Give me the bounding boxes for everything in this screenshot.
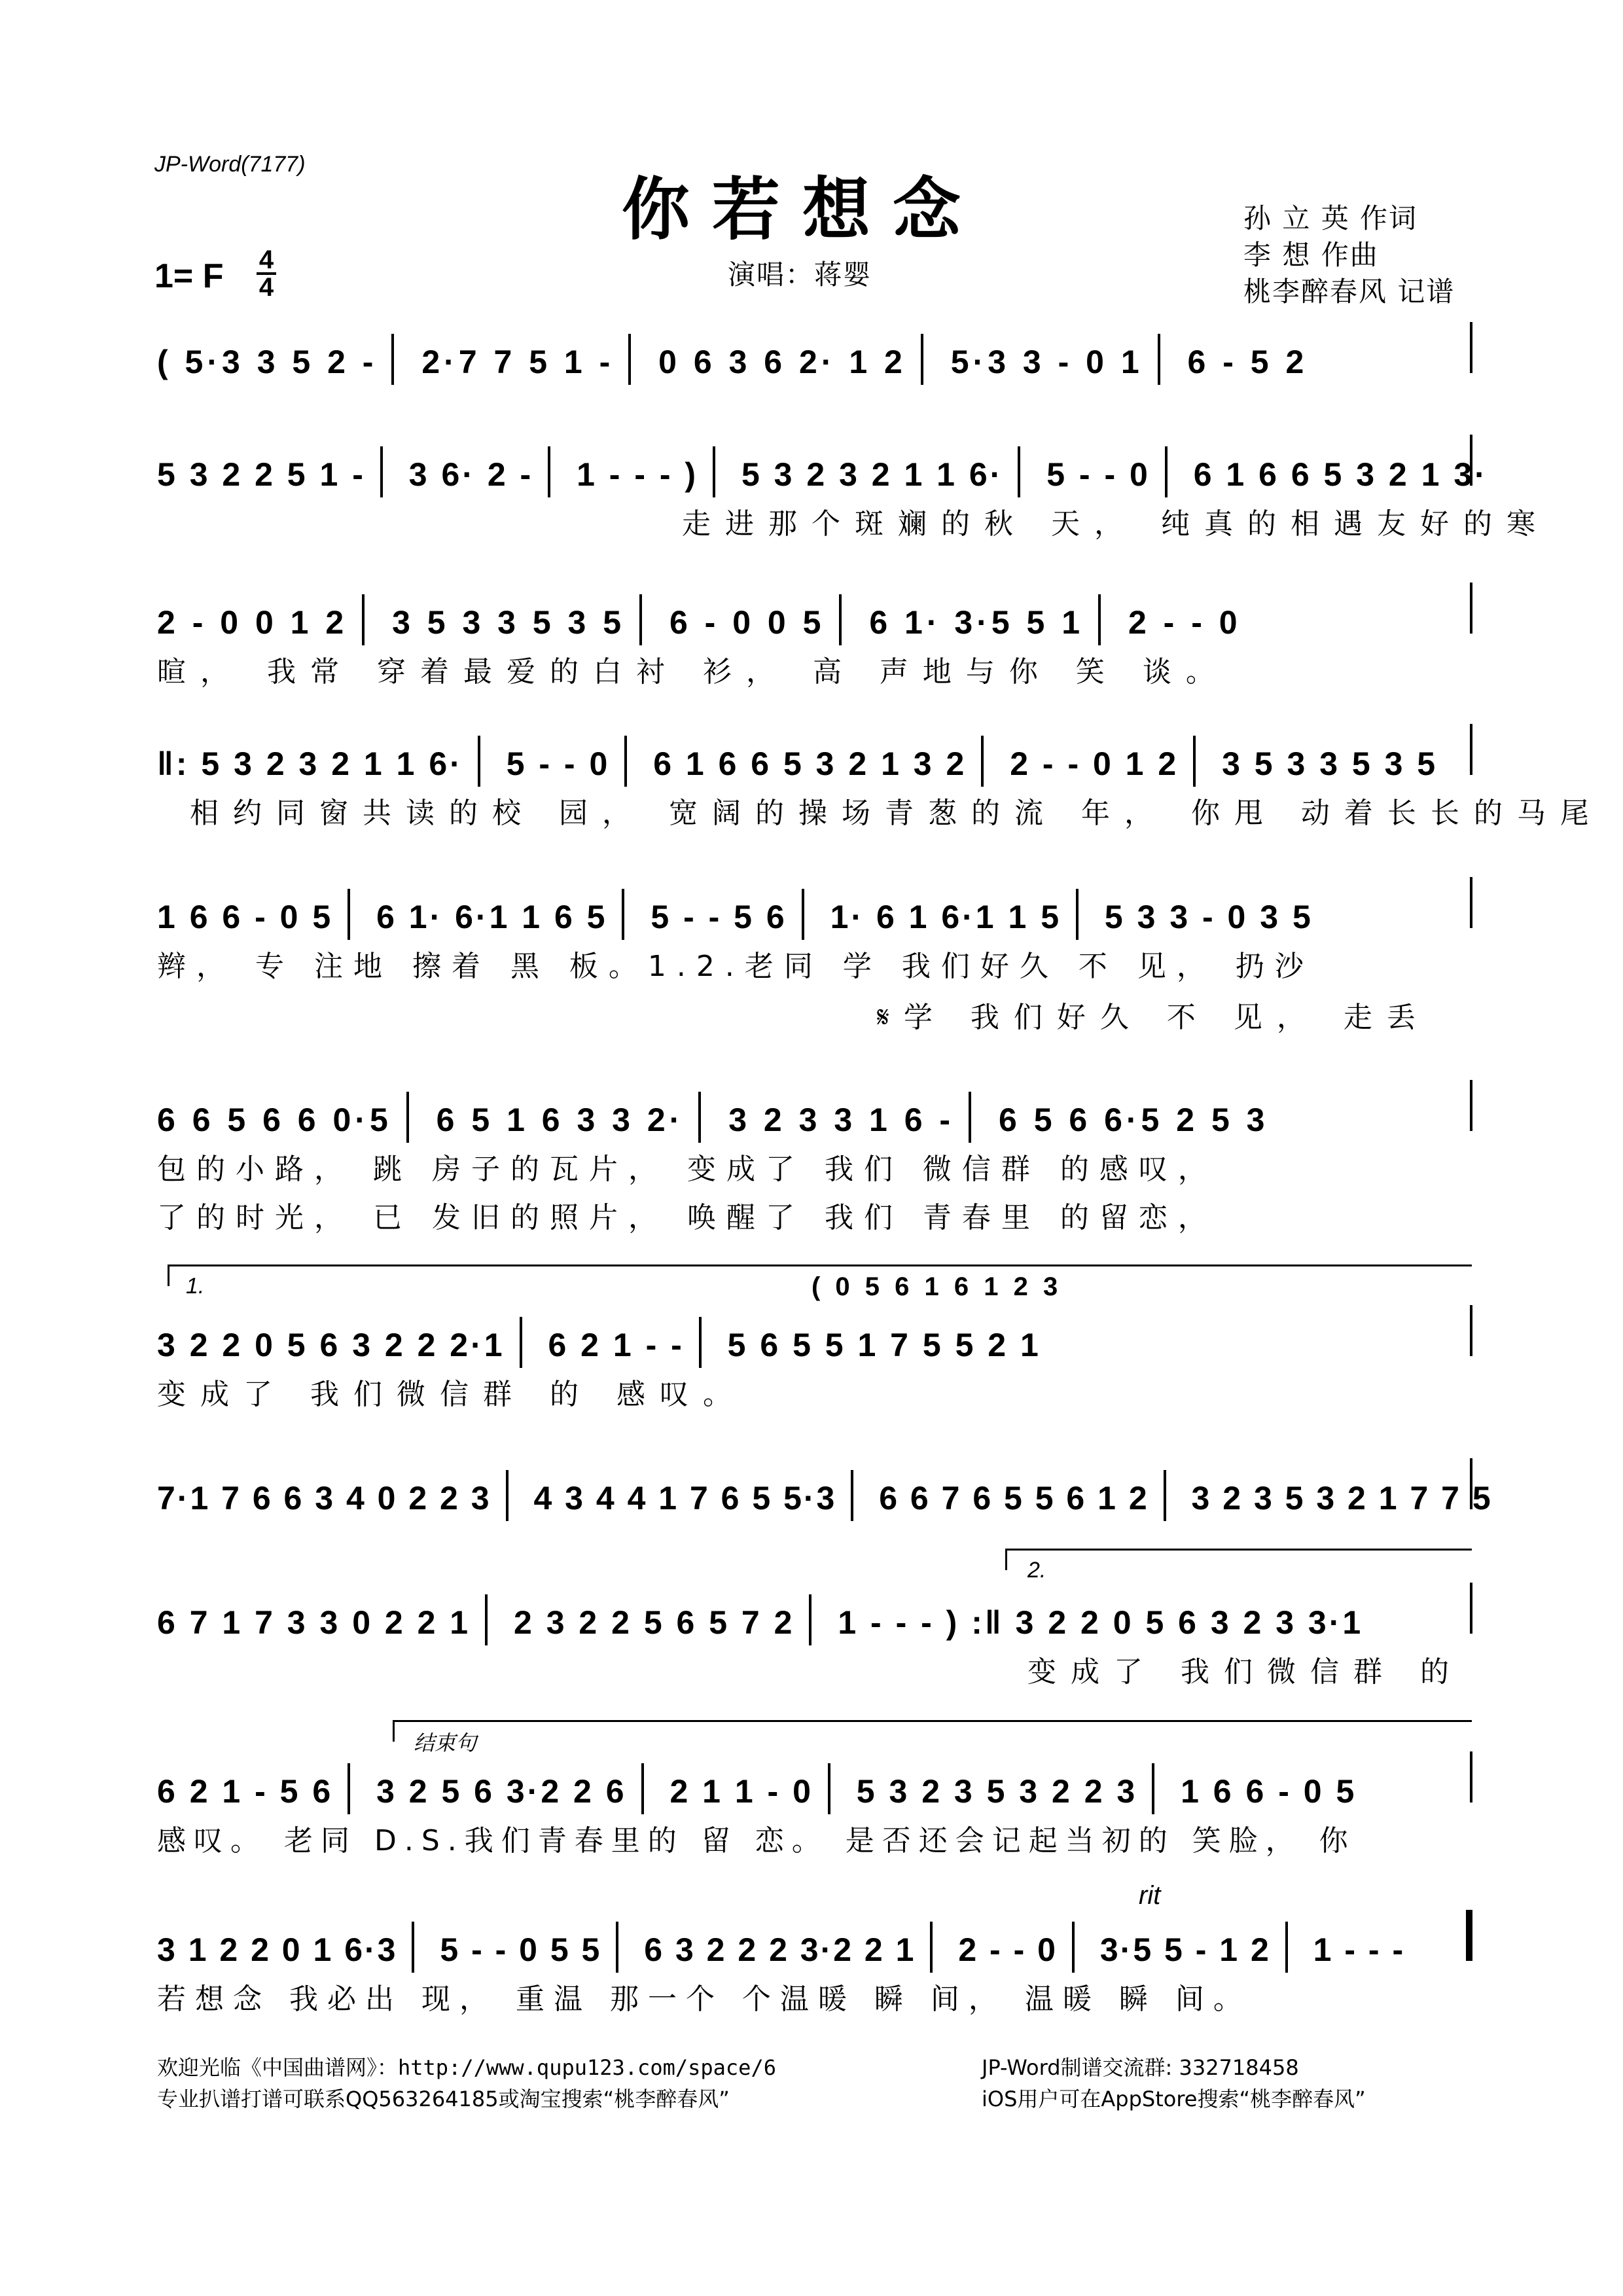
- line-end-barline: [1470, 1458, 1472, 1509]
- measure: 1 6 6 - 0 5: [157, 899, 334, 935]
- volta-2-label: 2.: [1027, 1558, 1046, 1583]
- line-end-barline: [1470, 322, 1472, 373]
- footer-website: 欢迎光临《中国曲谱网》：http://www.qupu123.com/space/6: [157, 2055, 776, 2080]
- final-barline: [1466, 1910, 1472, 1961]
- time-signature: [257, 247, 276, 300]
- measure: 5·3 3 - 0 1: [950, 344, 1143, 380]
- lyric-line: 包的小路， 跳 房子的瓦片， 变成了 我们 微信群 的感叹，: [157, 1153, 1217, 1186]
- measure: 2 3 2 2 5 6 5 7 2: [514, 1604, 795, 1641]
- measure: 5 3 2 3 2 1 1 6·: [741, 456, 1004, 493]
- measure: 2 1 1 - 0: [669, 1773, 813, 1810]
- notation-line-10: [157, 1763, 1357, 1814]
- measure: 1 - - - ): [577, 456, 699, 493]
- measure: ‖: 5 3 2 3 2 1 1 6·: [157, 745, 463, 782]
- notation-line-3: [157, 594, 1241, 645]
- notation-line-9: [157, 1594, 1363, 1645]
- measure: 6 5 6 6·5 2 5 3: [999, 1102, 1269, 1138]
- lyric-line: 若想念 我必出 现， 重温 那一个 个温暖 瞬 间， 温暖 瞬 间。: [157, 1982, 1251, 2016]
- key-signature: 1= F: [154, 257, 224, 295]
- notation-line-2: [157, 446, 1488, 497]
- measure: 5 3 2 3 5 3 2 2 3: [856, 1773, 1138, 1810]
- notation-line-6: [157, 1092, 1268, 1143]
- time-signature-bottom: 4: [259, 273, 274, 302]
- line-end-barline: [1470, 1583, 1472, 1634]
- line-end-barline: [1470, 1080, 1472, 1131]
- measure: 3 2 2 0 5 6 3 2 2 2·1: [157, 1327, 505, 1363]
- measure: 3 2 2 0 5 6 3 2 3 3·1: [1015, 1604, 1364, 1641]
- volta-bracket-2: [1005, 1549, 1472, 1570]
- measure: 1 - - - ) :‖: [838, 1604, 1004, 1641]
- measure: 3 6· 2 -: [408, 456, 534, 493]
- measure: 5 - - 0: [506, 745, 611, 782]
- transcriber: 桃李醉春风 记谱: [1243, 276, 1455, 308]
- line-end-barline: [1470, 724, 1472, 775]
- volta-1-label: 1.: [186, 1274, 205, 1299]
- measure: 2·7 7 5 1 -: [421, 344, 615, 380]
- measure: 6 - 0 0 5: [669, 604, 825, 641]
- notation-line-5: [157, 889, 1313, 940]
- notation-line-4: [157, 736, 1438, 787]
- software-id: JP-Word(7177): [154, 152, 306, 177]
- measure: 6 1 6 6 5 3 2 1 3 2: [653, 745, 967, 782]
- measure: 5 - - 0: [1046, 456, 1150, 493]
- measure: 0 6 3 6 2· 1 2: [658, 344, 906, 380]
- lyricist: 孙 立 英 作词: [1243, 202, 1418, 234]
- lyric-line: 感叹。 老同 D.S.我们青春里的 留 恋。 是否还会记起当初的 笑脸， 你: [157, 1824, 1356, 1857]
- measure: 6 7 1 7 3 3 0 2 2 1: [157, 1604, 471, 1641]
- notation-line-11: [157, 1922, 1405, 1973]
- measure: ( 5·3 3 5 2 -: [157, 344, 378, 380]
- footer-contact: 专业扒谱打谱可联系QQ563264185或淘宝搜索“桃李醉春风”: [157, 2087, 730, 2111]
- measure: 3 2 5 6 3·2 2 6: [376, 1773, 627, 1810]
- measure: 2 - - 0 1 2: [1010, 745, 1179, 782]
- measure: 6 2 1 - -: [548, 1327, 685, 1363]
- footer-group: JP-Word制谱交流群: 332718458: [982, 2055, 1299, 2080]
- coda-bracket: [393, 1720, 1472, 1742]
- measure: 5 - - 5 6: [651, 899, 787, 935]
- line-end-barline: [1470, 435, 1472, 486]
- bracketed-intro: ( 0 5 6 1 6 1 2 3: [812, 1272, 1062, 1301]
- footer-ios: iOS用户可在AppStore搜索“桃李醉春风”: [982, 2087, 1366, 2111]
- lyric-line: 变成了 我们微信群 的 感叹。: [157, 1378, 746, 1411]
- measure: 2 - - 0: [958, 1931, 1058, 1968]
- lyric-line: 走进那个斑斓的秋 天， 纯真的相遇友好的寒: [682, 507, 1550, 541]
- measure: 5 - - 0 5 5: [440, 1931, 602, 1968]
- line-end-barline: [1470, 1305, 1472, 1356]
- measure: 3 5 3 3 5 3 5: [392, 604, 626, 641]
- lyric-line: 变成了 我们微信群 的: [1027, 1655, 1463, 1689]
- lyric-line: 暄， 我常 穿着最爱的白衬 衫， 高 声地与你 笑 谈。: [157, 655, 1229, 689]
- measure: 6 6 5 6 6 0·5: [157, 1102, 392, 1138]
- line-end-barline: [1470, 877, 1472, 928]
- measure: 3 2 3 3 1 6 -: [728, 1102, 955, 1138]
- measure: 5 3 2 2 5 1 -: [157, 456, 366, 493]
- composer: 李 想 作曲: [1243, 239, 1379, 271]
- measure: 5 3 3 - 0 3 5: [1104, 899, 1313, 935]
- lyric-line: 𝄋学 我们好久 不 见， 走丢: [877, 1001, 1430, 1034]
- measure: 2 - 0 0 1 2: [157, 604, 348, 641]
- measure: 7·1 7 6 6 3 4 0 2 2 3: [157, 1480, 491, 1516]
- measure: 1· 6 1 6·1 1 5: [830, 899, 1062, 935]
- measure: 4 3 4 4 1 7 6 5 5·3: [533, 1480, 837, 1516]
- lyric-line: 辫， 专 注地 擦着 黑 板。1.2.老同 学 我们好久 不 见， 扔沙: [157, 950, 1314, 983]
- notation-line-1: [157, 334, 1308, 385]
- measure: 6 1 6 6 5 3 2 1 3·: [1193, 456, 1488, 493]
- lyric-line: 了的时光， 已 发旧的照片， 唤醒了 我们 青春里 的留恋，: [157, 1201, 1217, 1234]
- line-end-barline: [1470, 1751, 1472, 1803]
- measure: 2 - - 0: [1128, 604, 1241, 641]
- measure: 5 6 5 5 1 7 5 5 2 1: [727, 1327, 1041, 1363]
- measure: 3·5 5 - 1 2: [1099, 1931, 1271, 1968]
- line-end-barline: [1470, 583, 1472, 634]
- measure: 3 2 3 5 3 2 1 7 7 5: [1191, 1480, 1493, 1516]
- measure: 6 3 2 2 2 3·2 2 1: [644, 1931, 916, 1968]
- tempo-mark: rit: [1139, 1881, 1161, 1910]
- measure: 3 5 3 3 5 3 5: [1222, 745, 1438, 782]
- notation-line-8: [157, 1470, 1493, 1521]
- measure: 6 2 1 - 5 6: [157, 1773, 334, 1810]
- measure: 6 1· 3·5 5 1: [869, 604, 1084, 641]
- song-title: 你若想念: [622, 169, 984, 249]
- measure: 3 1 2 2 0 1 6·3: [157, 1931, 398, 1968]
- notation-line-7: [157, 1317, 1041, 1368]
- measure: 1 - - -: [1313, 1931, 1406, 1968]
- measure: 6 5 1 6 3 3 2·: [436, 1102, 685, 1138]
- time-signature-top: 4: [259, 245, 274, 274]
- lyric-line: 相约同窗共读的校 园， 宽阔的操场青葱的流 年， 你甩 动着长长的马尾: [190, 797, 1603, 830]
- coda-label: 结束句: [414, 1731, 477, 1755]
- measure: 1 6 6 - 0 5: [1181, 1773, 1357, 1810]
- measure: 6 6 7 6 5 5 6 1 2: [879, 1480, 1149, 1516]
- measure: 6 - 5 2: [1187, 344, 1308, 380]
- measure: 6 1· 6·1 1 6 5: [376, 899, 608, 935]
- singer: 演唱：蒋婴: [728, 259, 872, 291]
